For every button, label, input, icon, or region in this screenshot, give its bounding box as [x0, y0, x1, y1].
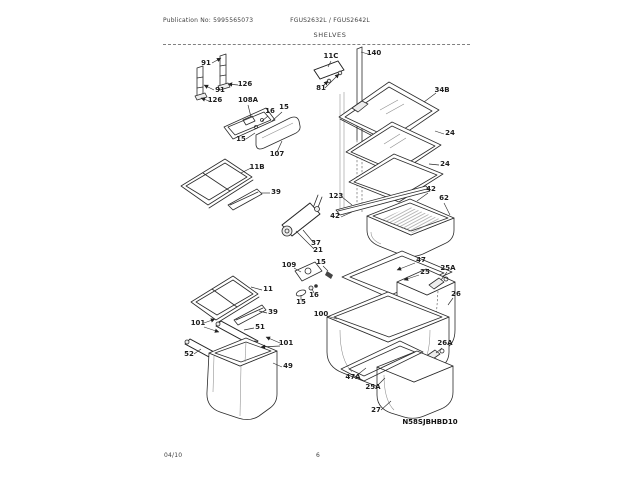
callout-11c: 11C: [323, 52, 339, 60]
callout-11b: 11B: [249, 163, 265, 171]
callout-15-a: 15: [279, 103, 289, 111]
callout-42-a: 42: [330, 212, 340, 220]
callout-39-a: 39: [271, 188, 281, 196]
callout-108a: 108A: [237, 96, 259, 104]
callout-126-a: 126: [237, 80, 253, 88]
callout-24-b: 24: [440, 160, 450, 168]
callout-15-d: 15: [296, 298, 306, 306]
callout-11: 11: [263, 285, 273, 293]
callout-101-b: 101: [278, 339, 294, 347]
footer-date: 04/10: [164, 452, 183, 459]
callout-26: 26: [451, 290, 461, 298]
hang-rail-right: [218, 54, 230, 90]
callout-107: 107: [269, 150, 285, 158]
callout-37: 37: [311, 239, 321, 247]
callout-101-a: 101: [190, 319, 206, 327]
bucket-49: [207, 338, 277, 420]
footer-page-number: 6: [315, 452, 321, 459]
section-title: SHELVES: [313, 31, 347, 39]
callout-100: 100: [313, 310, 329, 318]
model-numbers: FGUS2632L / FGUS2642L: [290, 17, 370, 24]
callout-91-a: 91: [201, 59, 211, 67]
wire-insert-11c: [314, 61, 344, 79]
callout-25a-a: 25A: [440, 264, 456, 272]
callout-16-a: 16: [265, 107, 275, 115]
callout-27: 27: [371, 406, 381, 414]
callout-25a-b: 25A: [365, 383, 381, 391]
coil-part-37: [282, 203, 320, 236]
callout-49: 49: [283, 362, 293, 370]
callout-62: 62: [439, 194, 449, 202]
callout-34b: 34B: [434, 86, 450, 94]
callout-52: 52: [184, 350, 194, 358]
callout-47: 47: [416, 256, 426, 264]
callout-16-b: 16: [309, 291, 319, 299]
callout-26a: 26A: [437, 339, 453, 347]
diagram-id: N58SJBHBD10: [402, 418, 458, 426]
support-bar-39-lower: [234, 305, 266, 325]
callout-126-b: 126: [207, 96, 223, 104]
callout-21: 21: [313, 246, 323, 254]
callout-15-c: 15: [316, 258, 326, 266]
callout-15-b: 15: [236, 135, 246, 143]
hang-rail-left: [195, 66, 207, 100]
callout-51: 51: [255, 323, 265, 331]
callout-25: 25: [420, 268, 430, 276]
callout-39-b: 39: [268, 308, 278, 316]
support-bar-39-upper: [228, 189, 262, 210]
callout-109: 109: [281, 261, 297, 269]
callout-123: 123: [328, 192, 344, 200]
callout-91-b: 91: [215, 86, 225, 94]
callout-47a: 47A: [345, 373, 361, 381]
callout-42-b: 42: [426, 185, 436, 193]
callout-140: 140: [366, 49, 382, 57]
publication-number: Publication No: 5995565073: [163, 17, 254, 24]
callout-81: 81: [316, 84, 326, 92]
callout-24-a: 24: [445, 129, 455, 137]
drawer-62: [367, 199, 454, 257]
